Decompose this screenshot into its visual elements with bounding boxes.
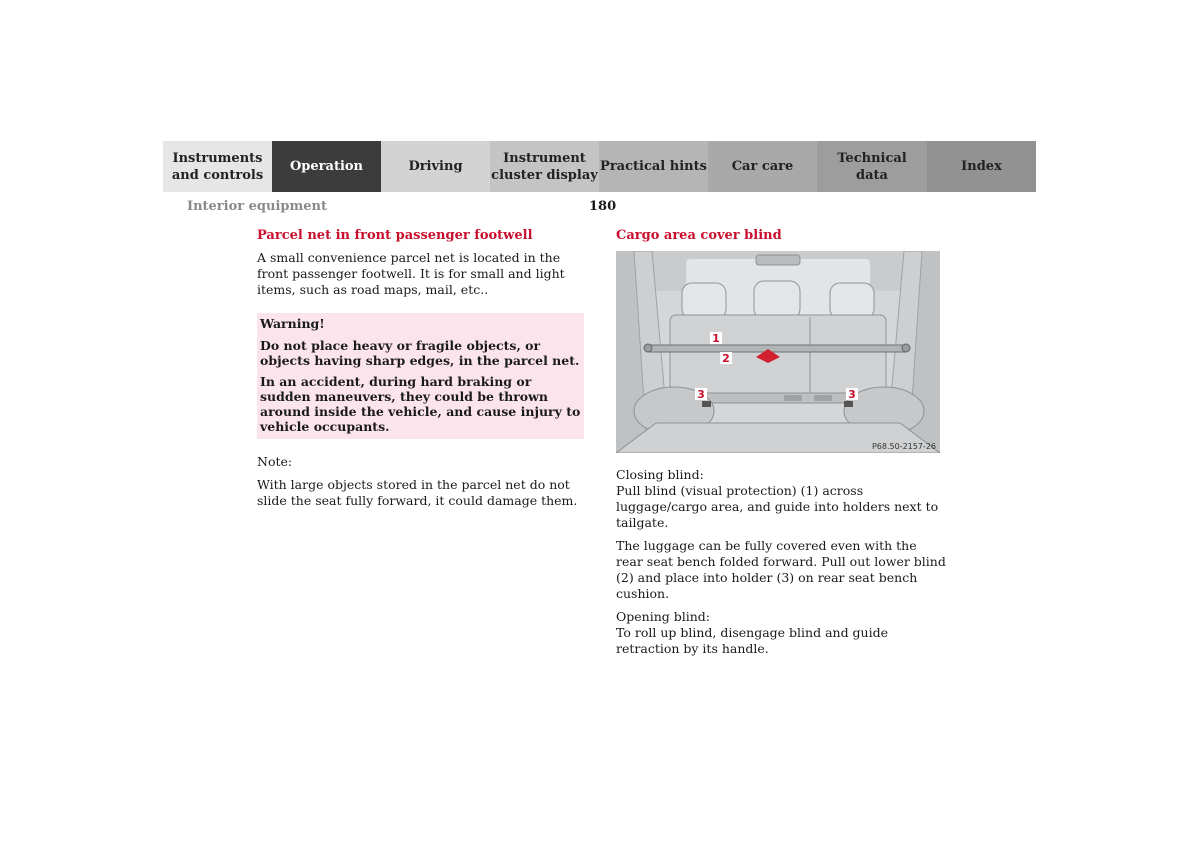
warning-text-2: In an accident, during hard braking or sudden maneuvers, they could be thrown around inside the vehicle, and cause injury to vehicle occupants. bbox=[260, 374, 581, 434]
opening-label: Opening blind: bbox=[616, 609, 710, 624]
parcel-net-intro: A small convenience parcel net is located in the front passenger footwell. It is for small and light items, such as road maps, mail, etc.. bbox=[257, 250, 565, 297]
warning-text-1: Do not place heavy or fragile objects, or objects having sharp edges, in the parcel net. bbox=[260, 338, 580, 368]
callout-3-right bbox=[846, 388, 858, 401]
tab-driving[interactable]: Driving bbox=[381, 141, 490, 192]
svg-text:3: 3 bbox=[848, 388, 856, 401]
tab-operation[interactable]: Operation bbox=[272, 141, 381, 192]
svg-text:3: 3 bbox=[697, 388, 705, 401]
svg-text:2: 2 bbox=[722, 352, 730, 365]
callout-2 bbox=[720, 352, 732, 365]
tab-index[interactable]: Index bbox=[927, 141, 1036, 192]
tab-instrument-cluster-display[interactable]: Instrument cluster display bbox=[490, 141, 599, 192]
note-label: Note: bbox=[257, 454, 293, 469]
right-column bbox=[616, 228, 946, 657]
cargo-cover-heading: Cargo area cover blind bbox=[616, 228, 782, 243]
opening-text: To roll up blind, disengage blind and guide retraction by its handle. bbox=[616, 625, 888, 656]
tab-car-care[interactable]: Car care bbox=[708, 141, 817, 192]
callout-3-left bbox=[695, 388, 707, 401]
tab-instruments-and-controls[interactable]: Instruments and controls bbox=[163, 141, 272, 192]
closing-label: Closing blind: bbox=[616, 467, 704, 482]
figure-code: P68.50-2157-26 bbox=[871, 442, 936, 451]
warning-box bbox=[257, 313, 584, 439]
callout-1 bbox=[710, 332, 722, 345]
cargo-area-illustration bbox=[616, 251, 940, 453]
closing-text: Pull blind (visual protection) (1) across luggage/cargo area, and guide into holders next to tailgate. bbox=[616, 483, 939, 530]
cargo-area-drawing bbox=[616, 251, 940, 453]
chapter-tabs bbox=[163, 141, 1036, 192]
warning-title: Warning! bbox=[260, 316, 325, 331]
tab-technical-data[interactable]: Technical data bbox=[817, 141, 927, 192]
tab-practical-hints[interactable]: Practical hints bbox=[599, 141, 708, 192]
page-number: 180 bbox=[589, 199, 617, 214]
left-column bbox=[257, 228, 584, 509]
covered-text: The luggage can be fully covered even with the rear seat bench folded forward. Pull out lower blind (2) and place into holder (3) on rear seat bench cushion. bbox=[616, 538, 946, 601]
parcel-net-heading: Parcel net in front passenger footwell bbox=[257, 228, 533, 243]
section-title: Interior equipment bbox=[187, 199, 327, 214]
svg-text:1: 1 bbox=[712, 332, 720, 345]
note-text: With large objects stored in the parcel net do not slide the seat fully forward, it could damage them. bbox=[257, 477, 578, 508]
